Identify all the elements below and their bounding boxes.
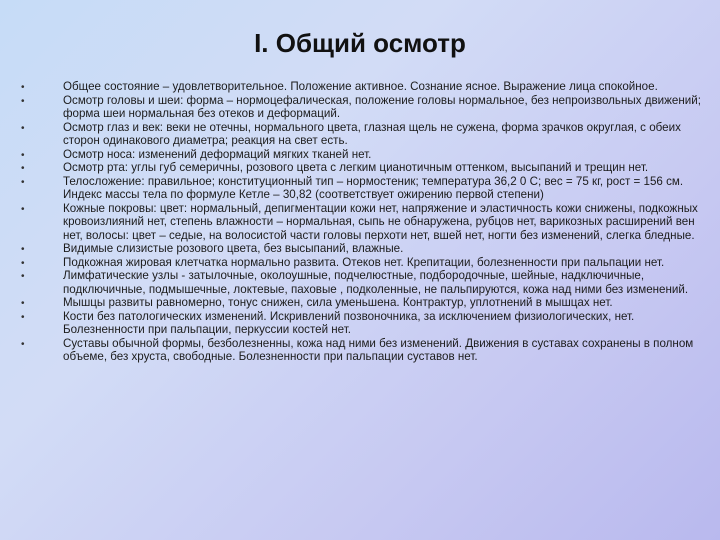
bullet-dot-icon: • bbox=[21, 122, 25, 134]
bullet-text: Осмотр глаз и век: веки не отечны, нормального цвета, глазная щель не сужена, форма зрачков округлая, с обеих сторон одинакового диаметра; реакция на свет есть. bbox=[63, 120, 681, 147]
bullet-list bbox=[0, 80, 720, 364]
bullet-text: Кости без патологических изменений. Искривлений позвоночника, за исключением физиологических, нет. Болезненности при пальпации, перкуссии костей нет. bbox=[63, 309, 635, 336]
bullet-item bbox=[0, 80, 720, 94]
bullet-item bbox=[0, 256, 720, 270]
bullet-dot-icon: • bbox=[21, 298, 25, 309]
bullet-item bbox=[0, 175, 720, 202]
bullet-item bbox=[0, 94, 720, 121]
bullet-dot-icon: • bbox=[21, 338, 25, 350]
bullet-item bbox=[0, 296, 720, 310]
bullet-dot-icon: • bbox=[21, 95, 25, 107]
bullet-text: Мышцы развиты равномерно, тонус снижен, сила уменьшена. Контрактур, уплотнений в мышцах нет. bbox=[63, 296, 613, 309]
bullet-text: Телосложение: правильное; конституционный тип – нормостеник; температура 36,2 0 С; вес = 75 кг, рост = 156 см. Индекс массы тела по формуле Кетле – 30,82 (соответствует ожирению первой степени) bbox=[63, 174, 684, 201]
bullet-item bbox=[0, 242, 720, 256]
bullet-dot-icon: • bbox=[21, 271, 25, 282]
bullet-text: Осмотр рта: углы губ семеричны, розового цвета с легким цианотичным оттенком, высыпаний и трещин нет. bbox=[63, 161, 649, 174]
bullet-text: Кожные покровы: цвет: нормальный, депигментации кожи нет, напряжение и эластичность кожи снижены, подкожных кровоизлияний нет, степень влажности – нормальная, сыпь не обнаружена, рубцов нет, варикозных расширений вен нет, волосы: цвет – седые, на волосистой части головы перхоти нет, вшей нет, ногти без изменений, слегка бледные. bbox=[63, 201, 698, 242]
bullet-item bbox=[0, 269, 720, 296]
bullet-item bbox=[0, 121, 720, 148]
bullet-text: Видимые слизистые розового цвета, без высыпаний, влажные. bbox=[63, 242, 404, 255]
bullet-dot-icon: • bbox=[21, 244, 25, 255]
bullet-text: Лимфатические узлы - затылочные, околоушные, подчелюстные, подбородочные, шейные, надключичные, подключичные, подмышечные, локтевые, паховые , подколенные, не пальпируются, кожа над ними без изменений. bbox=[63, 269, 689, 296]
bullet-text: Осмотр носа: изменений деформаций мягких тканей нет. bbox=[63, 147, 372, 161]
bullet-item bbox=[0, 161, 720, 175]
bullet-dot-icon: • bbox=[21, 163, 25, 174]
bullet-text: Общее состояние – удовлетворительное. Положение активное. Сознание ясное. Выражение лица спокойное. bbox=[63, 80, 658, 93]
bullet-dot-icon: • bbox=[21, 176, 25, 188]
bullet-item bbox=[0, 148, 720, 162]
bullet-dot-icon: • bbox=[21, 257, 25, 269]
bullet-dot-icon: • bbox=[21, 82, 25, 93]
bullet-text: Подкожная жировая клетчатка нормально развита. Отеков нет. Крепитации, болезненности при пальпации нет. bbox=[63, 255, 665, 269]
bullet-item bbox=[0, 337, 720, 364]
bullet-dot-icon: • bbox=[21, 149, 25, 161]
bullet-dot-icon: • bbox=[21, 203, 25, 215]
slide-title: I. Общий осмотр bbox=[254, 28, 466, 58]
bullet-text: Суставы обычной формы, безболезненны, кожа над ними без изменений. Движения в суставах сохранены в полном объеме, без хруста, свободные. Болезненности при пальпации суставов нет. bbox=[63, 336, 694, 363]
bullet-item bbox=[0, 310, 720, 337]
bullet-dot-icon: • bbox=[21, 311, 25, 323]
bullet-text: Осмотр головы и шеи: форма – нормоцефалическая, положение головы нормальное, без непроизвольных движений; форма шеи нормальная без отеков и деформаций. bbox=[63, 93, 701, 120]
bullet-item bbox=[0, 202, 720, 243]
